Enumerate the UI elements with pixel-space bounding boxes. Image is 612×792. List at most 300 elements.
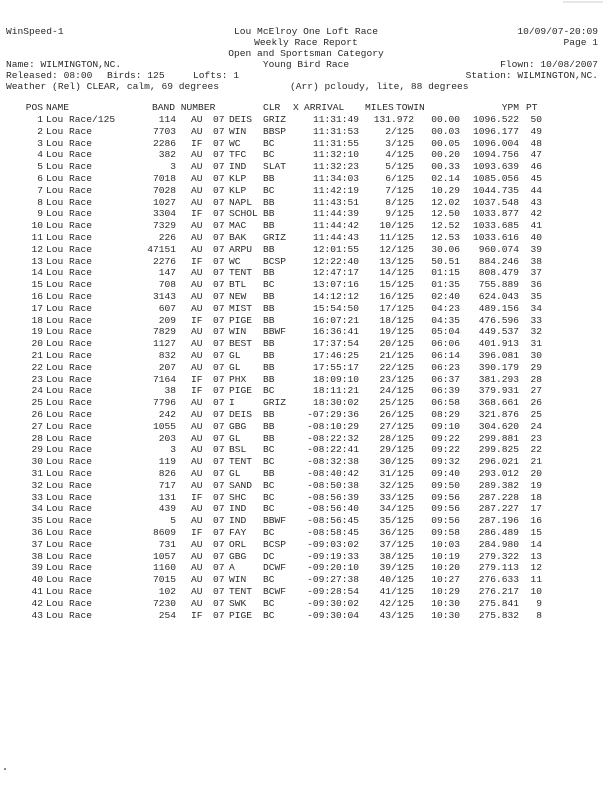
- row-pos: 34: [31, 503, 43, 515]
- row-name: Lou Race: [46, 220, 93, 232]
- row-name: Lou Race: [46, 255, 93, 267]
- row-band-club: SWK: [229, 597, 247, 609]
- row-name: Lou Race/125: [46, 114, 116, 125]
- table-row: [0, 138, 612, 150]
- row-points: 22: [530, 444, 542, 456]
- row-band-org: AU: [191, 302, 203, 314]
- table-row: [0, 421, 612, 433]
- row-miles: 36/125: [379, 527, 414, 538]
- table-row: [0, 220, 612, 232]
- row-color: BB: [263, 420, 275, 432]
- row-points: 18: [530, 491, 542, 503]
- header-band-number: BAND NUMBER: [152, 102, 216, 113]
- row-pos: 29: [31, 444, 43, 456]
- row-pos: 10: [31, 220, 43, 232]
- row-band-org: AU: [191, 196, 203, 208]
- row-points: 26: [530, 397, 542, 409]
- row-band-org: AU: [191, 468, 203, 479]
- row-miles: 26/125: [379, 409, 414, 420]
- row-band: 7829: [152, 326, 176, 338]
- row-band-org: IF: [191, 208, 203, 220]
- row-color: BB: [263, 350, 275, 361]
- row-arrival: 11:34:03: [312, 173, 359, 184]
- row-band: 254: [158, 609, 176, 621]
- row-color: BB: [263, 173, 275, 184]
- row-color: BBSP: [263, 125, 287, 137]
- row-band-org: AU: [191, 456, 203, 468]
- row-color: BC: [263, 527, 275, 538]
- table-row: [0, 374, 612, 386]
- row-arrival: 16:07:21: [312, 314, 359, 326]
- row-pos: 23: [31, 373, 43, 385]
- row-ypm: 1033.877: [472, 208, 519, 220]
- row-ypm: 1096.177: [472, 125, 519, 137]
- row-arrival: -07:29:36: [307, 409, 359, 420]
- row-band-year: 07: [213, 173, 225, 184]
- row-name: Lou Race: [46, 609, 93, 621]
- row-arrival: -09:30:04: [307, 609, 359, 621]
- row-band-club: FAY: [229, 527, 247, 538]
- row-towin: 10.29: [431, 184, 460, 196]
- row-band-org: AU: [191, 538, 203, 550]
- table-row: [0, 480, 612, 492]
- row-name: Lou Race: [46, 196, 93, 208]
- row-band-org: AU: [191, 161, 203, 173]
- row-name: Lou Race: [46, 527, 93, 538]
- row-points: 38: [530, 255, 542, 267]
- row-towin: 12.50: [431, 208, 460, 220]
- row-band-year: 07: [213, 255, 225, 267]
- row-miles: 11/125: [379, 232, 414, 243]
- row-arrival: 18:30:02: [312, 397, 359, 409]
- row-name: Lou Race: [46, 597, 93, 609]
- row-band-org: AU: [191, 267, 203, 279]
- row-name: Lou Race: [46, 161, 93, 173]
- row-towin: 04:23: [431, 302, 460, 314]
- table-row: [0, 279, 612, 291]
- scan-artifact: [4, 768, 6, 770]
- row-name: Lou Race: [46, 538, 93, 550]
- row-band-year: 07: [213, 515, 225, 527]
- row-pos: 8: [37, 196, 43, 208]
- row-ypm: 287.227: [478, 503, 519, 515]
- row-points: 21: [530, 456, 542, 468]
- row-band-year: 07: [213, 373, 225, 385]
- row-arrival: 11:42:19: [312, 184, 359, 196]
- row-band-year: 07: [213, 114, 225, 125]
- row-band: 1127: [152, 338, 176, 350]
- row-band: 2276: [152, 255, 176, 267]
- row-band: 832: [158, 350, 176, 361]
- row-pos: 1: [37, 114, 43, 125]
- row-arrival: -09:30:02: [307, 597, 359, 609]
- station-name: Station: WILMINGTON,NC.: [465, 70, 598, 81]
- row-ypm: 401.913: [478, 338, 519, 350]
- row-color: BC: [263, 609, 275, 621]
- row-band-club: MAC: [229, 220, 247, 232]
- row-ypm: 1096.522: [472, 114, 519, 125]
- birds-count: Birds: 125: [107, 70, 165, 81]
- row-points: 28: [530, 373, 542, 385]
- row-ypm: 321.876: [478, 409, 519, 420]
- row-arrival: -08:22:32: [307, 432, 359, 444]
- row-ypm: 449.537: [478, 326, 519, 338]
- table-row: [0, 114, 612, 126]
- row-band-club: PIGE: [229, 314, 253, 326]
- row-name: Lou Race: [46, 208, 93, 220]
- row-color: GRIZ: [263, 232, 287, 243]
- row-towin: 06:23: [431, 361, 460, 373]
- row-band: 7015: [152, 574, 176, 586]
- row-color: BCWF: [263, 586, 287, 597]
- lofts-count: Lofts: 1: [193, 70, 240, 81]
- table-row: [0, 503, 612, 515]
- header-miles: MILES: [365, 102, 394, 113]
- row-pos: 2: [37, 125, 43, 137]
- row-band-club: KLP: [229, 184, 247, 196]
- row-points: 49: [530, 125, 542, 137]
- row-name: Lou Race: [46, 184, 93, 196]
- row-color: BBWF: [263, 326, 287, 338]
- row-towin: 06:37: [431, 373, 460, 385]
- row-points: 43: [530, 196, 542, 208]
- row-miles: 22/125: [379, 361, 414, 373]
- row-pos: 41: [31, 586, 43, 597]
- row-pos: 18: [31, 314, 43, 326]
- row-band: 242: [158, 409, 176, 420]
- row-arrival: 18:11:21: [312, 385, 359, 397]
- row-arrival: 11:31:55: [312, 137, 359, 149]
- row-color: BC: [263, 444, 275, 456]
- row-band-club: NEW: [229, 291, 247, 302]
- row-band-year: 07: [213, 527, 225, 538]
- row-points: 17: [530, 503, 542, 515]
- row-band: 147: [158, 267, 176, 279]
- row-band-club: TENT: [229, 267, 253, 279]
- row-ypm: 390.179: [478, 361, 519, 373]
- row-color: BCSP: [263, 255, 287, 267]
- row-color: BC: [263, 279, 275, 291]
- row-pos: 28: [31, 432, 43, 444]
- row-color: BB: [263, 338, 275, 350]
- row-band-year: 07: [213, 314, 225, 326]
- row-band-club: KLP: [229, 173, 247, 184]
- header-x: X: [293, 102, 299, 113]
- row-band-year: 07: [213, 326, 225, 338]
- row-name: Lou Race: [46, 326, 93, 338]
- row-points: 31: [530, 338, 542, 350]
- row-points: 50: [530, 114, 542, 125]
- row-ypm: 276.217: [478, 586, 519, 597]
- row-color: BC: [263, 503, 275, 515]
- row-towin: 09:22: [431, 432, 460, 444]
- race-type: Young Bird Race: [262, 59, 350, 70]
- row-towin: 10:20: [431, 562, 460, 574]
- row-band: 38: [164, 385, 176, 397]
- row-pos: 30: [31, 456, 43, 468]
- row-pos: 33: [31, 491, 43, 503]
- table-row: [0, 468, 612, 480]
- row-band-club: MIST: [229, 302, 253, 314]
- row-ypm: 279.113: [478, 562, 519, 574]
- table-row: [0, 303, 612, 315]
- print-timestamp: 10/09/07-20:09: [517, 26, 598, 37]
- row-towin: 06:06: [431, 338, 460, 350]
- row-pos: 21: [31, 350, 43, 361]
- row-band-club: GL: [229, 361, 241, 373]
- row-ypm: 1096.004: [472, 137, 519, 149]
- row-band-club: BEST: [229, 338, 253, 350]
- row-band: 114: [158, 114, 176, 125]
- row-towin: 06:39: [431, 385, 460, 397]
- row-pos: 12: [31, 243, 43, 255]
- row-band-org: AU: [191, 503, 203, 515]
- row-pos: 15: [31, 279, 43, 291]
- row-towin: 00.33: [431, 161, 460, 173]
- row-points: 29: [530, 361, 542, 373]
- row-ypm: 379.931: [478, 385, 519, 397]
- report-category: Open and Sportsman Category: [228, 48, 384, 59]
- row-points: 35: [530, 291, 542, 302]
- row-band-org: IF: [191, 255, 203, 267]
- row-name: Lou Race: [46, 350, 93, 361]
- row-pos: 43: [31, 609, 43, 621]
- row-name: Lou Race: [46, 491, 93, 503]
- row-band-org: AU: [191, 444, 203, 456]
- row-miles: 23/125: [379, 373, 414, 385]
- row-color: BB: [263, 220, 275, 232]
- row-towin: 09:56: [431, 491, 460, 503]
- row-band: 5: [170, 515, 176, 527]
- row-towin: 09:22: [431, 444, 460, 456]
- row-color: BB: [263, 314, 275, 326]
- row-towin: 10:30: [431, 597, 460, 609]
- row-pos: 31: [31, 468, 43, 479]
- row-band-org: AU: [191, 409, 203, 420]
- table-row: [0, 149, 612, 161]
- row-band-year: 07: [213, 361, 225, 373]
- table-row: [0, 232, 612, 244]
- row-name: Lou Race: [46, 267, 93, 279]
- row-color: BB: [263, 291, 275, 302]
- row-miles: 38/125: [379, 550, 414, 562]
- row-band-club: A: [229, 562, 235, 574]
- row-arrival: 11:31:49: [312, 114, 359, 125]
- row-points: 47: [530, 149, 542, 161]
- row-band-club: GL: [229, 350, 241, 361]
- row-towin: 12.02: [431, 196, 460, 208]
- row-miles: 16/125: [379, 291, 414, 302]
- row-arrival: 17:46:25: [312, 350, 359, 361]
- row-arrival: 12:22:40: [312, 255, 359, 267]
- row-name: Lou Race: [46, 456, 93, 468]
- row-band-year: 07: [213, 409, 225, 420]
- row-arrival: 18:09:10: [312, 373, 359, 385]
- row-arrival: 12:47:17: [312, 267, 359, 279]
- row-ypm: 279.322: [478, 550, 519, 562]
- row-band-year: 07: [213, 609, 225, 621]
- row-name: Lou Race: [46, 137, 93, 149]
- row-band-org: IF: [191, 373, 203, 385]
- row-name: Lou Race: [46, 173, 93, 184]
- row-ypm: 884.246: [478, 255, 519, 267]
- row-band-org: AU: [191, 550, 203, 562]
- row-points: 11: [530, 574, 542, 586]
- row-ypm: 275.832: [478, 609, 519, 621]
- row-ypm: 476.596: [478, 314, 519, 326]
- row-band-year: 07: [213, 220, 225, 232]
- row-arrival: 17:37:54: [312, 338, 359, 350]
- row-band: 382: [158, 149, 176, 161]
- row-band-year: 07: [213, 302, 225, 314]
- row-band: 8609: [152, 527, 176, 538]
- row-band-club: PHX: [229, 373, 247, 385]
- row-band-year: 07: [213, 444, 225, 456]
- row-band-club: WIN: [229, 125, 247, 137]
- table-row: [0, 433, 612, 445]
- row-miles: 40/125: [379, 574, 414, 586]
- row-pos: 11: [31, 232, 43, 243]
- row-name: Lou Race: [46, 314, 93, 326]
- row-towin: 09:50: [431, 479, 460, 491]
- flown-date: Flown: 10/08/2007: [500, 59, 598, 70]
- row-ypm: 293.012: [478, 468, 519, 479]
- row-points: 44: [530, 184, 542, 196]
- row-band-club: NAPL: [229, 196, 253, 208]
- row-band-year: 07: [213, 208, 225, 220]
- row-towin: 09:40: [431, 468, 460, 479]
- row-band: 7230: [152, 597, 176, 609]
- row-miles: 20/125: [379, 338, 414, 350]
- row-miles: 35/125: [379, 515, 414, 527]
- row-miles: 30/125: [379, 456, 414, 468]
- row-towin: 08:29: [431, 409, 460, 420]
- table-row: [0, 444, 612, 456]
- row-band-org: AU: [191, 338, 203, 350]
- row-miles: 34/125: [379, 503, 414, 515]
- row-pos: 7: [37, 184, 43, 196]
- header-clr: CLR: [263, 102, 281, 113]
- row-pos: 35: [31, 515, 43, 527]
- row-band: 7703: [152, 125, 176, 137]
- row-ypm: 489.156: [478, 302, 519, 314]
- header-name: NAME: [46, 102, 70, 113]
- row-name: Lou Race: [46, 409, 93, 420]
- report-title: Lou McElroy One Loft Race: [234, 26, 378, 37]
- row-pos: 6: [37, 173, 43, 184]
- row-points: 8: [536, 609, 542, 621]
- row-band-year: 07: [213, 479, 225, 491]
- row-name: Lou Race: [46, 444, 93, 456]
- row-points: 30: [530, 350, 542, 361]
- table-row: [0, 492, 612, 504]
- row-name: Lou Race: [46, 574, 93, 586]
- row-pos: 26: [31, 409, 43, 420]
- row-color: BB: [263, 302, 275, 314]
- row-color: BB: [263, 373, 275, 385]
- row-name: Lou Race: [46, 397, 93, 409]
- table-row: [0, 551, 612, 563]
- row-pos: 37: [31, 538, 43, 550]
- row-arrival: 17:55:17: [312, 361, 359, 373]
- row-band-year: 07: [213, 161, 225, 173]
- row-miles: 2/125: [385, 125, 414, 137]
- row-arrival: 11:31:53: [312, 125, 359, 137]
- row-band: 607: [158, 302, 176, 314]
- table-header: [0, 102, 612, 114]
- row-band-club: PIGE: [229, 385, 253, 397]
- row-miles: 3/125: [385, 137, 414, 149]
- table-row: [0, 397, 612, 409]
- row-miles: 6/125: [385, 173, 414, 184]
- header-towin: TOWIN: [396, 102, 425, 113]
- row-points: 33: [530, 314, 542, 326]
- table-row: [0, 574, 612, 586]
- row-band-org: AU: [191, 220, 203, 232]
- table-row: [0, 350, 612, 362]
- row-arrival: 11:44:42: [312, 220, 359, 232]
- row-band-club: TENT: [229, 586, 253, 597]
- row-band: 119: [158, 456, 176, 468]
- row-band-org: AU: [191, 515, 203, 527]
- header-ypm: YPM: [501, 102, 519, 113]
- row-arrival: -08:50:38: [307, 479, 359, 491]
- row-miles: 31/125: [379, 468, 414, 479]
- row-miles: 8/125: [385, 196, 414, 208]
- row-arrival: 14:12:12: [312, 291, 359, 302]
- row-name: Lou Race: [46, 279, 93, 291]
- row-band-club: BSL: [229, 444, 247, 456]
- table-row: [0, 161, 612, 173]
- row-points: 19: [530, 479, 542, 491]
- row-miles: 131.972: [373, 114, 414, 125]
- row-ypm: 1044.735: [472, 184, 519, 196]
- row-name: Lou Race: [46, 243, 93, 255]
- row-band-year: 07: [213, 432, 225, 444]
- row-name: Lou Race: [46, 373, 93, 385]
- row-name: Lou Race: [46, 385, 93, 397]
- row-name: Lou Race: [46, 550, 93, 562]
- row-band-year: 07: [213, 468, 225, 479]
- row-points: 46: [530, 161, 542, 173]
- row-band: 209: [158, 314, 176, 326]
- row-band-org: AU: [191, 291, 203, 302]
- row-band-club: ORL: [229, 538, 247, 550]
- row-miles: 21/125: [379, 350, 414, 361]
- row-band-year: 07: [213, 456, 225, 468]
- row-name: Lou Race: [46, 420, 93, 432]
- row-band-org: AU: [191, 149, 203, 161]
- row-band-org: AU: [191, 243, 203, 255]
- row-points: 48: [530, 137, 542, 149]
- row-towin: 12.52: [431, 220, 460, 232]
- row-points: 9: [536, 597, 542, 609]
- row-band: 3143: [152, 291, 176, 302]
- row-arrival: -08:56:45: [307, 515, 359, 527]
- row-color: BC: [263, 479, 275, 491]
- row-name: Lou Race: [46, 291, 93, 302]
- row-band-org: AU: [191, 114, 203, 125]
- row-points: 20: [530, 468, 542, 479]
- row-pos: 13: [31, 255, 43, 267]
- row-color: GRIZ: [263, 114, 287, 125]
- row-band: 731: [158, 538, 176, 550]
- released-time: Released: 08:00: [6, 70, 93, 81]
- row-arrival: 11:32:10: [312, 149, 359, 161]
- row-band-org: AU: [191, 125, 203, 137]
- row-ypm: 960.074: [478, 243, 519, 255]
- row-points: 12: [530, 562, 542, 574]
